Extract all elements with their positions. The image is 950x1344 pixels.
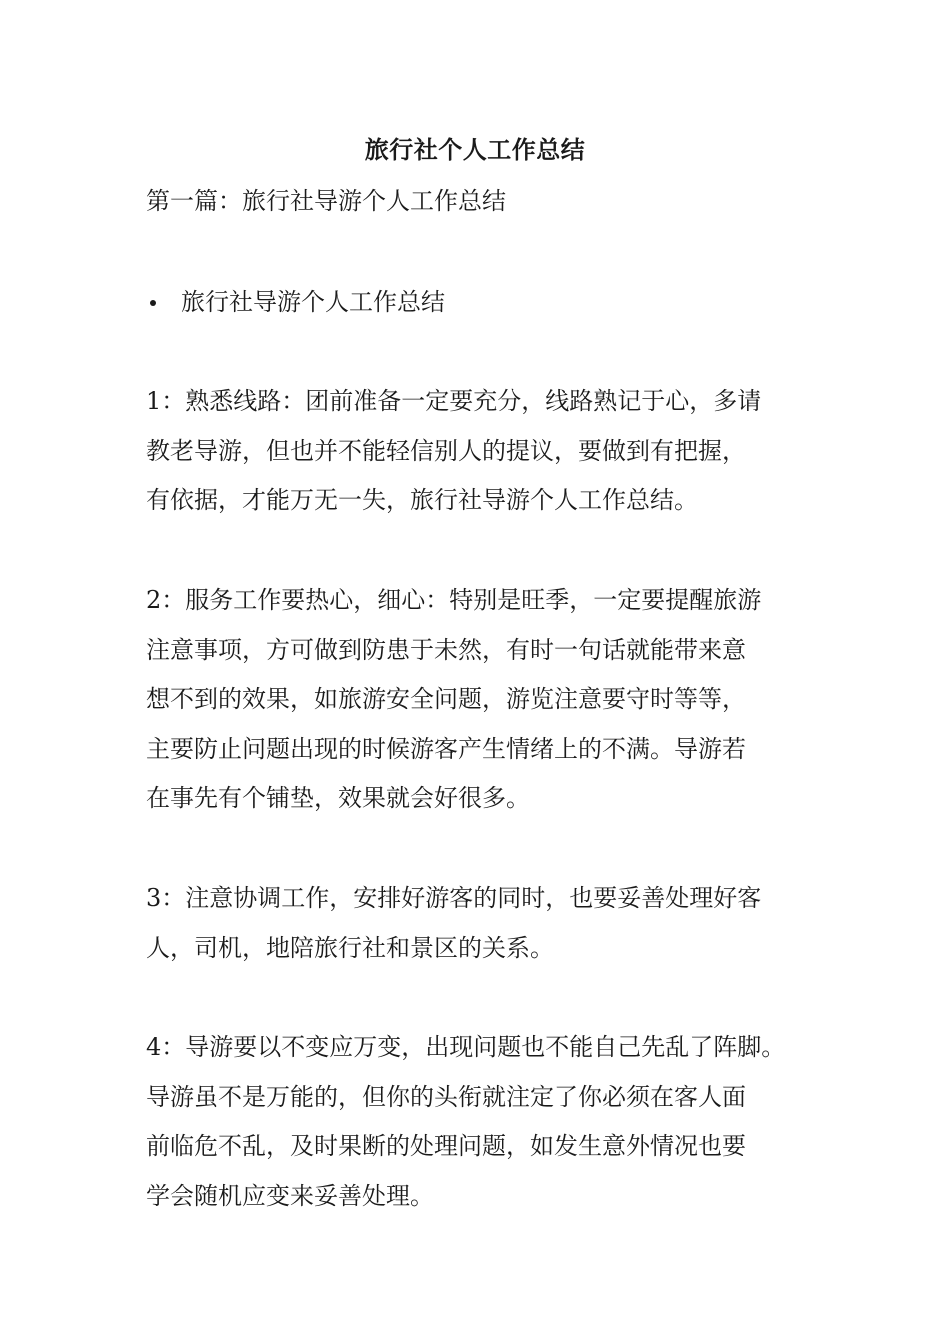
section-heading: 第一篇：旅行社导游个人工作总结 <box>146 187 506 215</box>
paragraph-line: 注意事项，方可做到防患于未然，有时一句话就能带来意 <box>146 635 746 664</box>
paragraph-line: 1：熟悉线路：团前准备一定要充分，线路熟记于心，多请 <box>146 387 762 415</box>
bullet-text: 旅行社导游个人工作总结 <box>181 288 445 316</box>
paragraph-line: 2：服务工作要热心，细心：特别是旺季，一定要提醒旅游 <box>146 586 762 614</box>
paragraph-line: 导游虽不是万能的，但你的头衔就注定了你必须在客人面 <box>146 1082 746 1111</box>
paragraph-1 <box>146 377 761 526</box>
paragraph-line: 人，司机，地陪旅行社和景区的关系。 <box>146 933 554 962</box>
paragraph-2 <box>146 576 761 824</box>
paragraph-3 <box>146 874 761 973</box>
paragraph-line: 主要防止问题出现的时候游客产生情绪上的不满。导游若 <box>146 734 746 763</box>
bullet-item <box>150 284 445 320</box>
paragraph-4 <box>146 1023 785 1221</box>
paragraph-line: 学会随机应变来妥善处理。 <box>146 1181 434 1210</box>
paragraph-line: 教老导游，但也并不能轻信别人的提议，要做到有把握， <box>146 436 746 465</box>
paragraph-line: 4：导游要以不变应万变，出现问题也不能自己先乱了阵脚。 <box>146 1033 786 1061</box>
paragraph-line: 想不到的效果，如旅游安全问题，游览注意要守时等等， <box>146 685 746 713</box>
paragraph-line: 在事先有个铺垫，效果就会好很多。 <box>146 784 530 812</box>
document-title: 旅行社个人工作总结 <box>364 135 586 164</box>
paragraph-line: 有依据，才能万无一失，旅行社导游个人工作总结。 <box>146 486 698 514</box>
bullet-icon <box>150 300 156 306</box>
paragraph-line: 前临危不乱，及时果断的处理问题，如发生意外情况也要 <box>146 1132 746 1160</box>
paragraph-line: 3：注意协调工作，安排好游客的同时，也要妥善处理好客 <box>146 884 762 912</box>
